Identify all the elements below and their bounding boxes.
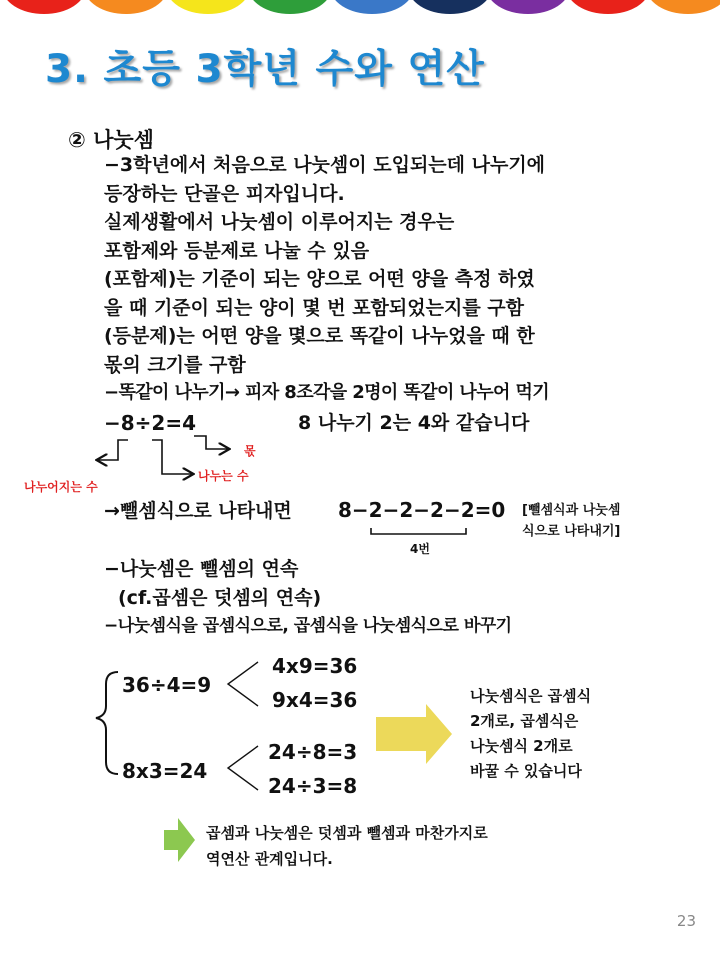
subtraction-prefix: →뺄셈식으로 나타내면	[104, 500, 292, 522]
green-arrow	[164, 818, 195, 862]
subtraction-note-line: [뺄셈식과 나눗셈	[522, 503, 621, 518]
side-note-line: 나눗셈식 2개로	[470, 737, 573, 755]
result-equation: 24÷3=8	[268, 774, 358, 798]
section-heading: ② 나눗셈	[68, 128, 154, 152]
side-note	[470, 684, 591, 784]
paragraph-line: −3학년에서 처음으로 나눗셈이 도입되는데 나누기에	[104, 154, 546, 176]
paragraph-line: −나눗셈은 뺄셈의 연속	[104, 558, 299, 580]
division-equation: −8÷2=4	[104, 411, 197, 435]
divisor-label: 나누는 수	[198, 469, 249, 483]
paragraph-line: 몫의 크기를 구함	[104, 353, 246, 376]
conclusion-line: 역연산 관계입니다.	[206, 850, 333, 868]
times-brace	[371, 528, 466, 534]
subtraction-note	[522, 500, 620, 542]
dividend-label: 나누어지는 수	[24, 480, 98, 494]
side-note-line: 바꿀 수 있습니다	[470, 762, 582, 780]
paragraph-block-2	[104, 555, 512, 641]
group-bracket	[96, 672, 118, 774]
paragraph-line: 포함제와 등분제로 나눌 수 있음	[104, 239, 370, 262]
split-bracket	[228, 746, 258, 790]
paragraph-line: 실제생활에서 나눗셈이 이루어지는 경우는	[104, 211, 455, 233]
paragraph-line: (cf.곱셈은 덧셈의 연속)	[118, 586, 322, 609]
yellow-arrow	[376, 704, 452, 764]
result-equation: 24÷8=3	[268, 740, 358, 764]
quotient-label: 몫	[244, 444, 256, 458]
dividend-arrow	[98, 440, 128, 460]
quotient-arrow	[194, 436, 228, 449]
split-bracket	[228, 662, 258, 706]
source-equation: 36÷4=9	[122, 673, 212, 697]
side-note-line: 2개로, 곱셈식은	[470, 712, 579, 730]
page-number: 23	[676, 912, 696, 930]
result-equation: 9x4=36	[272, 688, 358, 712]
paragraph-line: −나눗셈식을 곱셈식으로, 곱셈식을 나눗셈식으로 바꾸기	[104, 616, 512, 636]
page-title: 3. 초등 3학년 수와 연산	[45, 47, 485, 92]
paragraph-line: −똑같이 나누기→ 피자 8조각을 2명이 똑같이 나누어 먹기	[104, 382, 550, 403]
subtraction-expression: 8−2−2−2−2=0	[338, 498, 506, 522]
conclusion-line: 곱셈과 나눗셈은 덧셈과 뺄셈과 마찬가지로	[206, 824, 488, 842]
paragraph-line: 등장하는 단골은 피자입니다.	[104, 182, 345, 205]
paragraph-line: (등분제)는 어떤 양을 몇으로 똑같이 나누었을 때 한	[104, 325, 535, 347]
divisor-arrow	[152, 440, 192, 474]
source-equation: 8x3=24	[122, 759, 208, 783]
side-note-line: 나눗셈식은 곱셈식	[470, 687, 592, 705]
division-reading: 8 나누기 2는 4와 같습니다	[298, 412, 530, 434]
paragraph-line: (포함제)는 기준이 되는 양으로 어떤 양을 측정 하였	[104, 268, 535, 290]
subtraction-note-line: 식으로 나타내기]	[522, 524, 621, 539]
result-equation: 4x9=36	[272, 654, 358, 678]
times-label: 4번	[410, 542, 430, 556]
conclusion	[206, 820, 488, 872]
paragraph-line: 을 때 기준이 되는 양이 몇 번 포함되었는지를 구함	[104, 296, 524, 319]
